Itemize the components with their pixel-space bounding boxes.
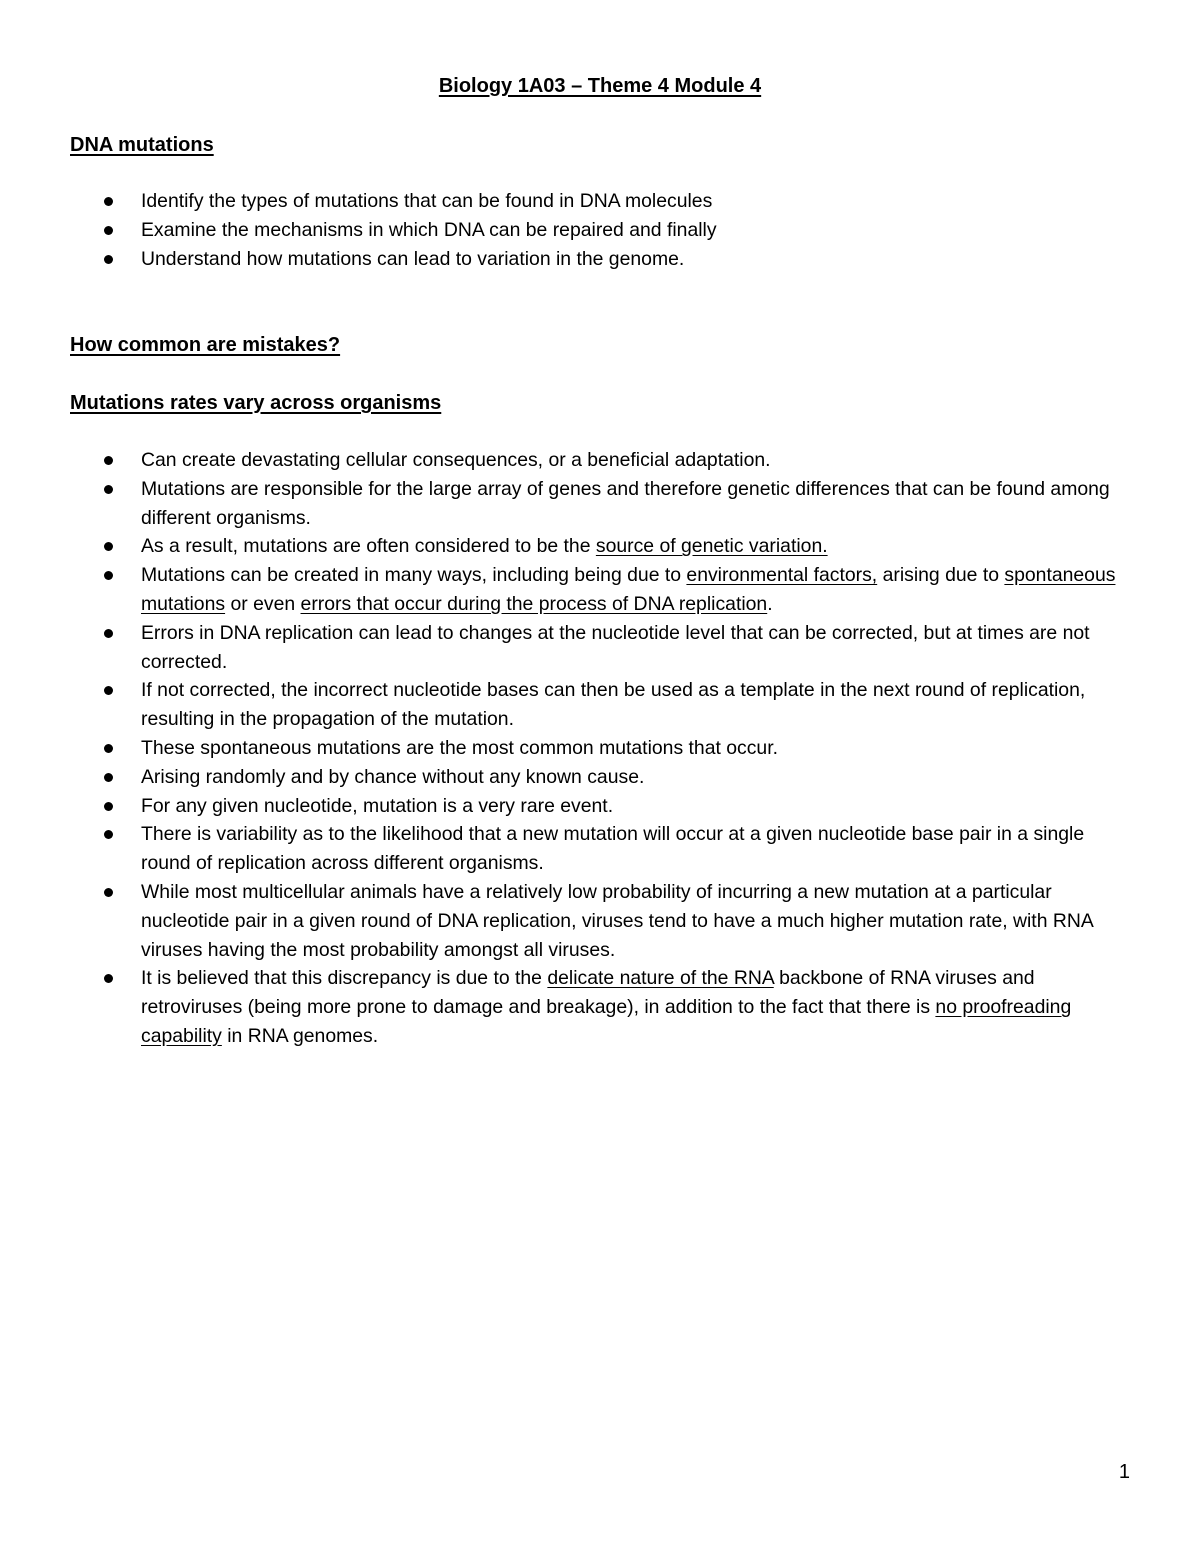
list-item-text: It is believed that this discrepancy is due to the (141, 967, 548, 990)
list-item (0, 216, 1200, 245)
bullet-icon (104, 629, 113, 638)
heading-dna-mutations: DNA mutations (70, 134, 214, 156)
list-item-text: Can create devastating cellular consequences, or a beneficial adaptation. (141, 449, 771, 471)
list-item (0, 561, 1200, 619)
bullet-icon (104, 773, 113, 782)
list-item (0, 187, 1200, 216)
bullet-icon (104, 571, 113, 580)
list-item (0, 734, 1200, 763)
list-item-text: . (767, 592, 773, 615)
underlined-phrase: source of genetic variation. (595, 535, 828, 558)
list-item-text: Arising randomly and by chance without any known cause. (141, 765, 645, 788)
list-item-text: For any given nucleotide, mutation is a very rare event. (141, 794, 614, 817)
list-item-text: or even (225, 592, 301, 615)
list-item (0, 446, 1200, 475)
list-item-text: Mutations are responsible for the large array of genes and therefore genetic differences that can be found among different organisms. (141, 477, 1110, 529)
underlined-phrase: environmental factors, (686, 564, 878, 587)
heading-mutation-rates: Mutations rates vary across organisms (70, 392, 442, 414)
list-item (0, 878, 1200, 964)
list-item (0, 245, 1200, 274)
list-item-text: Examine the mechanisms in which DNA can be repaired and finally (141, 218, 717, 241)
list-item (0, 532, 1200, 561)
list-item-text: These spontaneous mutations are the most common mutations that occur. (141, 736, 778, 759)
list-item (0, 619, 1200, 677)
bullet-icon (104, 226, 113, 235)
list-item (0, 792, 1200, 821)
bullet-icon (104, 830, 113, 839)
list-item-text: Errors in DNA replication can lead to changes at the nucleotide level that can be corrected, but at times are not corrected. (141, 621, 1090, 673)
bullet-icon (104, 974, 113, 983)
list-item-text: in RNA genomes. (221, 1024, 379, 1047)
list-item-text: arising due to (877, 564, 1005, 587)
list-item-text: If not corrected, the incorrect nucleotide bases can then be used as a template in the next round of replication, resulting in the propagation of the mutation. (141, 679, 1086, 731)
bullet-icon (104, 888, 113, 897)
list-item-text: There is variability as to the likelihood that a new mutation will occur at a given nucleotide base pair in a single round of replication across different organisms. (141, 823, 1085, 875)
underlined-phrase: no proofreading capability (141, 996, 1072, 1047)
bullet-icon (104, 197, 113, 206)
underlined-phrase: errors that occur during the process of DNA replication (300, 592, 768, 615)
bullet-icon (104, 744, 113, 753)
mutation-rates-list (0, 446, 1200, 1051)
bullet-icon (104, 686, 113, 695)
list-item-text: Understand how mutations can lead to variation in the genome. (141, 247, 685, 270)
list-item-text: backbone of RNA viruses and retroviruses (being more prone to damage and breakage), in addition to the fact that there is (141, 967, 1035, 1019)
underlined-phrase: spontaneous mutations (141, 564, 1116, 615)
list-item-text: Identify the types of mutations that can be found in DNA molecules (141, 190, 713, 212)
document-title: Biology 1A03 – Theme 4 Module 4 (438, 75, 762, 97)
list-item (0, 763, 1200, 792)
page-number: 1 (1118, 1461, 1130, 1483)
list-item (0, 820, 1200, 878)
bullet-icon (104, 255, 113, 264)
list-item (0, 676, 1200, 734)
bullet-icon (104, 542, 113, 551)
list-item-text: Mutations can be created in many ways, including being due to (141, 564, 687, 587)
heading-how-common: How common are mistakes? (70, 334, 341, 356)
list-item-text: While most multicellular animals have a relatively low probability of incurring a new mutation at a particular nucleotide pair in a given round of DNA replication, viruses tend to have a much higher mutation rate, with RNA viruses having the most probability amongst all viruses. (141, 880, 1093, 961)
list-item-text: As a result, mutations are often considered to be the (141, 535, 596, 558)
list-item (0, 475, 1200, 533)
bullet-icon (104, 802, 113, 811)
underlined-phrase: delicate nature of the RNA (547, 967, 774, 990)
objectives-list (0, 187, 1200, 273)
list-item (0, 964, 1200, 1050)
bullet-icon (104, 485, 113, 494)
bullet-icon (104, 456, 113, 465)
